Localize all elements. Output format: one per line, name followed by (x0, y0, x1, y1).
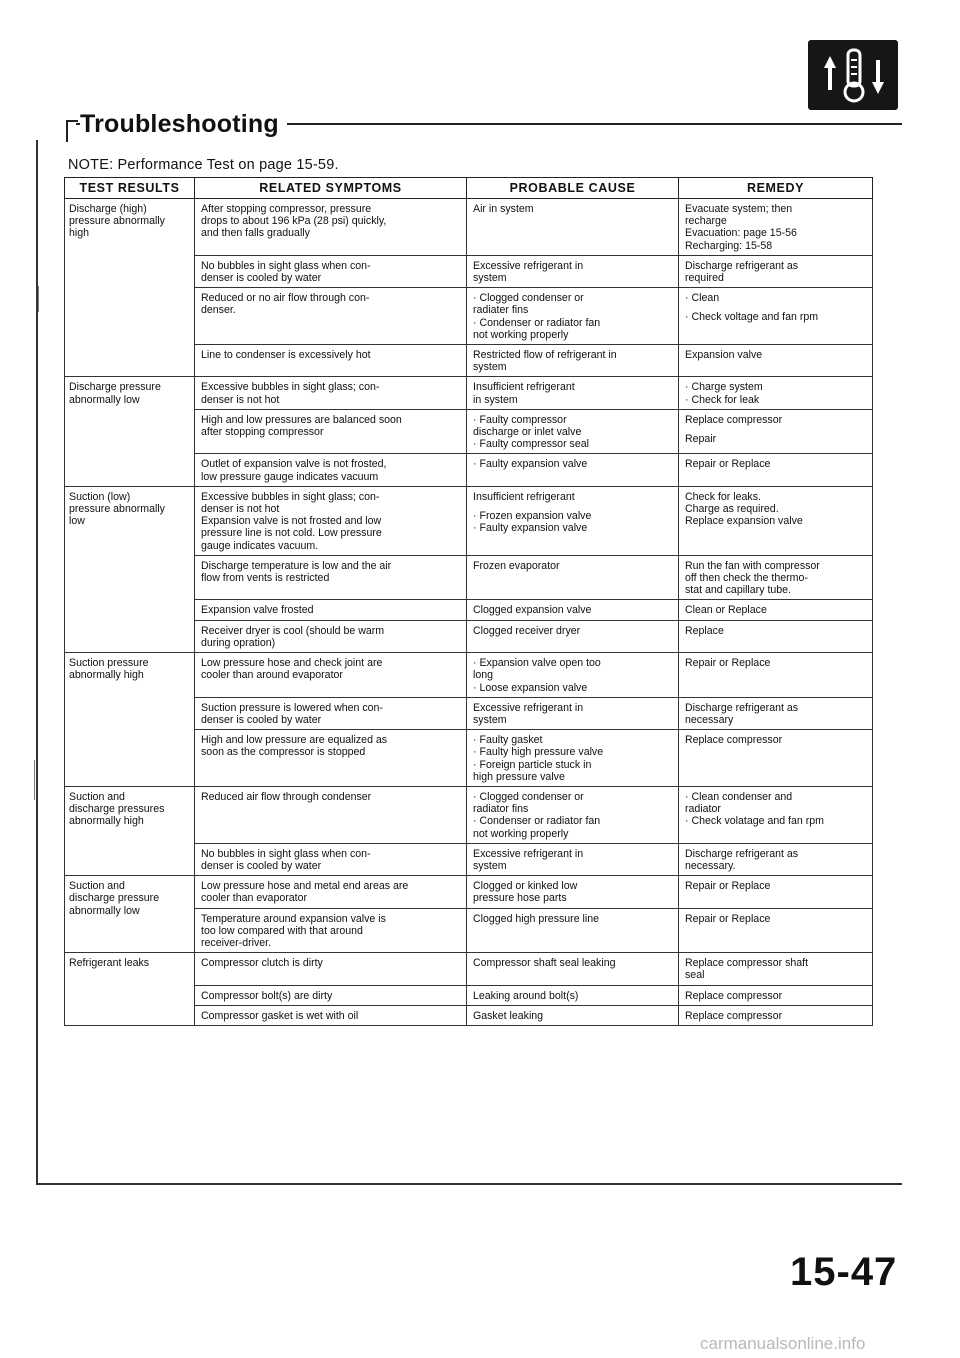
symptom-cell-line: Discharge temperature is low and the air (201, 559, 392, 572)
test-result-cell-line: Discharge pressure (69, 381, 161, 394)
symptom-cell-line: Reduced air flow through condenser (201, 790, 372, 803)
test-result-cell-line: abnormally high (69, 815, 144, 828)
symptom-cell (195, 843, 467, 875)
remedy-cell (679, 454, 873, 486)
cause-cell (467, 409, 679, 454)
remedy-cell (679, 409, 873, 454)
test-result-cell (65, 486, 195, 652)
remedy-cell-line: Replace compressor (685, 734, 783, 747)
cause-cell (467, 600, 679, 620)
symptom-cell-line: denser is not hot (201, 503, 280, 516)
remedy-cell-line: Clean or Replace (685, 604, 767, 617)
cause-cell-line: · Faulty gasket (473, 734, 543, 747)
remedy-cell-line: Discharge refrigerant as (685, 701, 799, 714)
cause-cell-line: · Clogged condenser or (473, 292, 584, 305)
cause-cell (467, 288, 679, 345)
cause-cell (467, 953, 679, 985)
remedy-cell-line: necessary (685, 713, 734, 726)
symptom-cell (195, 985, 467, 1005)
remedy-cell (679, 345, 873, 377)
remedy-cell-line: · Check for leak (685, 393, 760, 406)
cause-cell-line: not working properly (473, 827, 569, 840)
remedy-cell-line: necessary. (685, 859, 736, 872)
cause-cell-line: system (473, 859, 507, 872)
cause-cell (467, 377, 679, 409)
symptom-cell-line: gauge indicates vacuum. (201, 539, 319, 552)
cause-cell-line (473, 503, 672, 510)
cause-cell-line: Excessive refrigerant in (473, 701, 584, 714)
column-header-probable-cause: PROBABLE CAUSE (467, 178, 679, 199)
test-result-cell-line: Refrigerant leaks (69, 957, 150, 970)
cause-cell-line: Restricted flow of refrigerant in (473, 349, 617, 362)
remedy-cell-line: Repair or Replace (685, 880, 771, 893)
remedy-cell (679, 620, 873, 652)
symptom-cell-line: pressure line is not cold. Low pressure (201, 527, 382, 540)
test-result-cell-line: low (69, 515, 85, 528)
cause-cell-line: system (473, 713, 507, 726)
remedy-cell (679, 288, 873, 345)
symptom-cell-line: Expansion valve is not frosted and low (201, 515, 382, 528)
remedy-cell (679, 377, 873, 409)
remedy-cell-line: Recharging: 15-58 (685, 239, 773, 252)
remedy-cell (679, 908, 873, 953)
cause-cell-line: Leaking around bolt(s) (473, 989, 579, 1002)
remedy-cell-line: stat and capillary tube. (685, 584, 791, 597)
test-result-cell (65, 786, 195, 875)
symptom-cell-line: receiver-driver. (201, 936, 272, 949)
cause-cell-line: · Condenser or radiator fan (473, 815, 601, 828)
cause-cell-line: · Faulty high pressure valve (473, 746, 604, 759)
remedy-cell (679, 843, 873, 875)
cause-cell-line: · Faulty expansion valve (473, 458, 588, 471)
symptom-cell-line: After stopping compressor, pressure (201, 203, 372, 215)
symptom-cell-line: and then falls gradually (201, 227, 310, 240)
symptom-cell-line: Excessive bubbles in sight glass; con- (201, 381, 380, 394)
symptom-cell-line: denser is not hot (201, 393, 280, 406)
remedy-cell (679, 486, 873, 555)
frame-bottom-rule (36, 1183, 902, 1185)
cause-cell-line: Clogged receiver dryer (473, 624, 581, 637)
test-result-cell-line: Suction pressure (69, 657, 149, 670)
symptom-cell (195, 486, 467, 555)
cause-cell-line: Clogged high pressure line (473, 912, 600, 925)
remedy-cell-line: Repair or Replace (685, 912, 771, 925)
symptom-cell (195, 288, 467, 345)
symptom-cell-line: Compressor bolt(s) are dirty (201, 989, 333, 1002)
remedy-cell (679, 985, 873, 1005)
symptom-cell-line: High and low pressure are equalized as (201, 734, 388, 747)
column-header-remedy: REMEDY (679, 178, 873, 199)
cause-cell (467, 908, 679, 953)
symptom-cell-line: low pressure gauge indicates vacuum (201, 470, 379, 483)
symptom-cell-line: High and low pressures are balanced soon (201, 413, 402, 426)
test-result-cell (65, 876, 195, 953)
remedy-cell (679, 697, 873, 729)
remedy-cell-line: Evacuation: page 15-56 (685, 227, 797, 240)
symptom-cell (195, 697, 467, 729)
test-result-cell-line: abnormally high (69, 669, 144, 682)
symptom-cell-line: soon as the compressor is stopped (201, 746, 366, 759)
cause-cell (467, 697, 679, 729)
cause-cell-line: Frozen evaporator (473, 559, 560, 572)
symptom-cell-line: during opration) (201, 636, 276, 649)
symptom-cell-line: flow from vents is restricted (201, 572, 330, 585)
watermark: carmanualsonline.info (700, 1334, 866, 1353)
cause-cell-line: high pressure valve (473, 770, 565, 783)
cause-cell-line: not working properly (473, 328, 569, 341)
test-result-cell-line: Discharge (high) (69, 203, 147, 215)
symptom-cell-line: Receiver dryer is cool (should be warm (201, 624, 385, 637)
cause-cell-line: · Faulty compressor seal (473, 438, 589, 451)
symptom-cell (195, 953, 467, 985)
symptom-cell (195, 555, 467, 600)
symptom-cell (195, 454, 467, 486)
table-row (65, 486, 873, 555)
remedy-cell-line: off then check the thermo- (685, 572, 808, 585)
symptom-cell (195, 876, 467, 908)
remedy-cell (679, 199, 873, 256)
remedy-cell-line: Replace expansion valve (685, 515, 803, 528)
cause-cell-line: system (473, 272, 507, 285)
symptom-cell (195, 377, 467, 409)
cause-cell-line: · Foreign particle stuck in (473, 758, 592, 771)
remedy-cell-line: Repair or Replace (685, 458, 771, 471)
cause-cell (467, 345, 679, 377)
symptom-cell-line: Temperature around expansion valve is (201, 912, 386, 925)
cause-cell-line: Excessive refrigerant in (473, 847, 584, 860)
symptom-cell-line: cooler than around evaporator (201, 669, 343, 682)
symptom-cell-line: Low pressure hose and metal end areas are (201, 880, 409, 893)
symptom-cell-line: too low compared with that around (201, 924, 363, 937)
remedy-cell-line: · Check volatage and fan rpm (685, 815, 824, 828)
cause-cell-line: Air in system (473, 203, 534, 215)
troubleshooting-table (64, 177, 873, 1026)
remedy-cell (679, 730, 873, 787)
symptom-cell (195, 600, 467, 620)
table-row (65, 786, 873, 843)
symptom-cell-line: Excessive bubbles in sight glass; con- (201, 490, 380, 503)
symptom-cell-line: cooler than evaporator (201, 892, 308, 905)
symptom-cell-line: No bubbles in sight glass when con- (201, 259, 371, 272)
page-title: Troubleshooting (80, 106, 287, 142)
symptom-cell-line: denser is cooled by water (201, 859, 322, 872)
test-result-cell-line: pressure abnormally (69, 503, 165, 516)
test-result-cell-line: discharge pressures (69, 803, 165, 816)
symptom-cell (195, 255, 467, 287)
remedy-cell-line: Replace (685, 624, 724, 637)
test-result-cell (65, 199, 195, 377)
cause-cell-line: Compressor shaft seal leaking (473, 957, 616, 970)
cause-cell-line: Insufficient refrigerant (473, 381, 575, 394)
symptom-cell (195, 908, 467, 953)
test-result-cell-line: abnormally low (69, 904, 140, 917)
remedy-cell (679, 255, 873, 287)
margin-mark (34, 760, 35, 800)
test-result-cell-line: Suction and (69, 790, 125, 803)
test-result-cell (65, 377, 195, 486)
remedy-cell-line: Check for leaks. (685, 490, 761, 503)
cause-cell-line: Clogged expansion valve (473, 604, 592, 617)
remedy-cell (679, 600, 873, 620)
symptom-cell (195, 409, 467, 454)
cause-cell (467, 555, 679, 600)
remedy-cell-line: · Clean condenser and (685, 790, 793, 803)
cause-cell-line: in system (473, 393, 518, 406)
title-bracket-mark (66, 120, 78, 142)
remedy-cell (679, 786, 873, 843)
symptom-cell-line: drops to about 196 kPa (28 psi) quickly, (201, 215, 387, 228)
cause-cell-line: system (473, 361, 507, 374)
section-header (56, 106, 902, 146)
cause-cell-line: · Expansion valve open too (473, 657, 601, 670)
symptom-cell-line: Suction pressure is lowered when con- (201, 701, 383, 714)
symptom-cell (195, 199, 467, 256)
symptom-cell (195, 345, 467, 377)
symptom-cell (195, 1005, 467, 1025)
page-number: 15-47 (790, 1250, 898, 1294)
cause-cell-line: discharge or inlet valve (473, 426, 582, 439)
cause-cell-line: long (473, 669, 494, 682)
cause-cell-line: · Faulty expansion valve (473, 522, 588, 535)
test-result-cell-line: high (69, 227, 90, 240)
test-result-cell-line: Suction (low) (69, 490, 131, 503)
remedy-cell-line: Run the fan with compressor (685, 559, 820, 572)
remedy-cell-line: Repair or Replace (685, 657, 771, 670)
table-row (65, 199, 873, 256)
remedy-cell-line: · Check voltage and fan rpm (685, 311, 819, 324)
remedy-cell-line: Discharge refrigerant as (685, 847, 799, 860)
performance-test-note: NOTE: Performance Test on page 15-59. (68, 157, 339, 173)
symptom-cell-line: No bubbles in sight glass when con- (201, 847, 371, 860)
test-result-cell (65, 953, 195, 1026)
cause-cell-line: · Condenser or radiator fan (473, 316, 601, 329)
test-result-cell-line: abnormally low (69, 393, 140, 406)
remedy-cell-line: Evacuate system; then (685, 203, 793, 215)
remedy-cell-line (685, 304, 866, 311)
table-row (65, 653, 873, 698)
cause-cell (467, 653, 679, 698)
cause-cell-line: Insufficient refrigerant (473, 490, 575, 503)
remedy-cell (679, 1005, 873, 1025)
remedy-cell-line (685, 426, 866, 433)
table-row (65, 377, 873, 409)
cause-cell-line: Clogged or kinked low (473, 880, 578, 893)
column-header-related-symptoms: RELATED SYMPTOMS (195, 178, 467, 199)
cause-cell-line: Gasket leaking (473, 1009, 544, 1022)
cause-cell-line: radiater fins (473, 304, 529, 317)
remedy-cell-line: Repair (685, 433, 717, 446)
remedy-cell-line: seal (685, 969, 705, 982)
ac-thermometer-arrows-icon (808, 40, 898, 110)
symptom-cell-line: Outlet of expansion valve is not frosted, (201, 458, 387, 471)
remedy-cell-line: Charge as required. (685, 503, 779, 516)
test-result-cell (65, 653, 195, 787)
remedy-cell-line: recharge (685, 215, 727, 228)
symptom-cell-line: Line to condenser is excessively hot (201, 349, 371, 362)
cause-cell (467, 730, 679, 787)
remedy-cell-line: Replace compressor shaft (685, 957, 809, 970)
symptom-cell-line: after stopping compressor (201, 426, 324, 439)
cause-cell-line: radiator fins (473, 803, 529, 816)
cause-cell (467, 876, 679, 908)
cause-cell (467, 786, 679, 843)
column-header-test-results: TEST RESULTS (65, 178, 195, 199)
symptom-cell-line: denser. (201, 304, 236, 317)
remedy-cell-line: Discharge refrigerant as (685, 259, 799, 272)
remedy-cell-line: · Charge system (685, 381, 763, 394)
cause-cell (467, 255, 679, 287)
remedy-cell-line: required (685, 272, 724, 285)
test-result-cell-line: discharge pressure (69, 892, 160, 905)
table-header-row (65, 178, 873, 199)
symptom-cell-line: Expansion valve frosted (201, 604, 314, 617)
cause-cell (467, 985, 679, 1005)
remedy-cell (679, 953, 873, 985)
remedy-cell-line: · Clean (685, 292, 720, 305)
symptom-cell-line: Low pressure hose and check joint are (201, 657, 383, 670)
remedy-cell (679, 876, 873, 908)
remedy-cell-line: radiator (685, 803, 721, 816)
cause-cell-line: · Clogged condenser or (473, 790, 584, 803)
cause-cell-line: · Faulty compressor (473, 413, 567, 426)
cause-cell (467, 486, 679, 555)
cause-cell-line: pressure hose parts (473, 892, 567, 905)
table-body (65, 199, 873, 1026)
symptom-cell (195, 653, 467, 698)
table-row (65, 953, 873, 985)
symptom-cell (195, 620, 467, 652)
symptom-cell-line: Reduced or no air flow through con- (201, 292, 370, 305)
remedy-cell-line: Expansion valve (685, 349, 763, 362)
cause-cell-line: · Loose expansion valve (473, 681, 588, 694)
cause-cell (467, 1005, 679, 1025)
margin-mark (38, 286, 39, 312)
test-result-cell-line: Suction and (69, 880, 125, 893)
table-row (65, 876, 873, 908)
test-result-cell-line: pressure abnormally (69, 215, 165, 228)
symptom-cell (195, 730, 467, 787)
remedy-cell-line: Replace compressor (685, 413, 783, 426)
cause-cell (467, 199, 679, 256)
symptom-cell-line: Compressor clutch is dirty (201, 957, 323, 970)
symptom-cell-line: denser is cooled by water (201, 272, 322, 285)
cause-cell-line: Excessive refrigerant in (473, 259, 584, 272)
cause-cell-line: · Frozen expansion valve (473, 510, 592, 523)
remedy-cell-line: Replace compressor (685, 989, 783, 1002)
symptom-cell-line: Compressor gasket is wet with oil (201, 1009, 359, 1022)
remedy-cell-line: Replace compressor (685, 1009, 783, 1022)
symptom-cell-line: denser is cooled by water (201, 713, 322, 726)
cause-cell (467, 454, 679, 486)
remedy-cell (679, 555, 873, 600)
cause-cell (467, 620, 679, 652)
symptom-cell (195, 786, 467, 843)
remedy-cell (679, 653, 873, 698)
cause-cell (467, 843, 679, 875)
